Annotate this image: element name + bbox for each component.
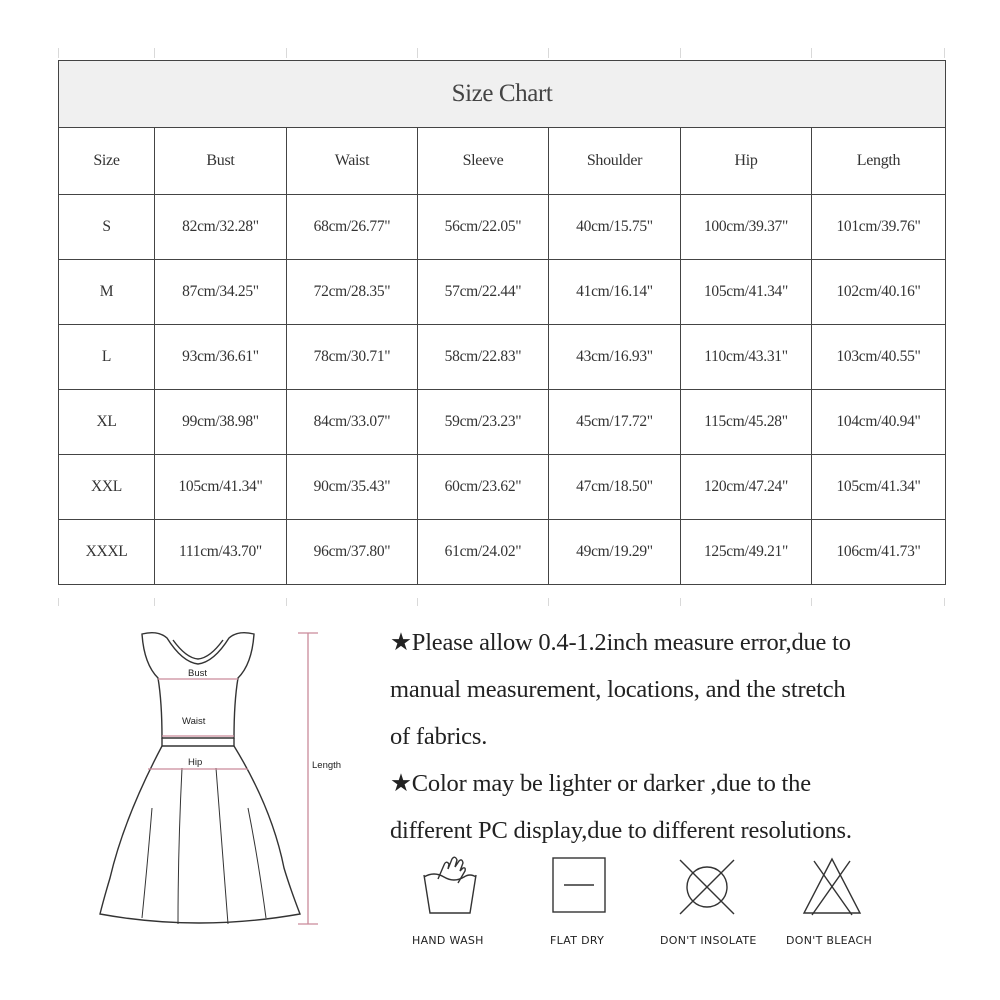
table-cell: 102cm/40.16" xyxy=(812,260,946,325)
guide-tick xyxy=(811,48,812,58)
table-row xyxy=(59,325,946,390)
table-cell: 101cm/39.76" xyxy=(812,195,946,260)
note-line: of fabrics. xyxy=(390,723,488,750)
table-cell: 72cm/28.35" xyxy=(287,260,418,325)
table-cell: 96cm/37.80" xyxy=(287,520,418,585)
guide-tick xyxy=(680,598,681,606)
table-row xyxy=(59,195,946,260)
measurement-notes xyxy=(390,619,990,854)
flat-dry-icon xyxy=(550,855,608,915)
table-cell: 93cm/36.61" xyxy=(155,325,287,390)
column-header-bust: Bust xyxy=(155,128,287,195)
table-cell: 111cm/43.70" xyxy=(155,520,287,585)
table-cell: 56cm/22.05" xyxy=(418,195,549,260)
guide-tick xyxy=(286,598,287,606)
column-header-sleeve: Sleeve xyxy=(418,128,549,195)
column-header-length: Length xyxy=(812,128,946,195)
dont-insolate-label: DON'T INSOLATE xyxy=(660,934,757,947)
table-cell: 58cm/22.83" xyxy=(418,325,549,390)
column-header-size: Size xyxy=(59,128,155,195)
note-line: ★Color may be lighter or darker ,due to the xyxy=(390,770,811,797)
table-cell: 45cm/17.72" xyxy=(549,390,681,455)
guide-tick xyxy=(811,598,812,606)
size-chart-table xyxy=(58,60,946,585)
table-cell: 78cm/30.71" xyxy=(287,325,418,390)
flat-dry-label: FLAT DRY xyxy=(550,934,605,947)
dont-bleach-label: DON'T BLEACH xyxy=(786,934,873,947)
hip-label: Hip xyxy=(188,757,203,768)
dress-measurement-diagram xyxy=(78,628,368,928)
table-cell: 47cm/18.50" xyxy=(549,455,681,520)
column-header-shoulder: Shoulder xyxy=(549,128,681,195)
guide-tick xyxy=(154,598,155,606)
column-header-waist: Waist xyxy=(287,128,418,195)
bust-label: Bust xyxy=(188,668,208,679)
guide-tick xyxy=(944,598,945,606)
guide-tick xyxy=(417,598,418,606)
table-cell: 49cm/19.29" xyxy=(549,520,681,585)
table-cell: L xyxy=(59,325,155,390)
guide-tick xyxy=(548,598,549,606)
guide-tick xyxy=(58,48,59,58)
table-cell: 105cm/41.34" xyxy=(812,455,946,520)
guide-tick xyxy=(680,48,681,58)
table-cell: 105cm/41.34" xyxy=(681,260,812,325)
table-cell: 59cm/23.23" xyxy=(418,390,549,455)
table-row xyxy=(59,520,946,585)
table-cell: 40cm/15.75" xyxy=(549,195,681,260)
table-cell: 82cm/32.28" xyxy=(155,195,287,260)
note-line: manual measurement, locations, and the stretch xyxy=(390,676,846,703)
table-cell: 125cm/49.21" xyxy=(681,520,812,585)
table-cell: 90cm/35.43" xyxy=(287,455,418,520)
measurement-lines xyxy=(148,633,318,924)
guide-tick xyxy=(417,48,418,58)
guide-tick xyxy=(944,48,945,58)
table-cell: 60cm/23.62" xyxy=(418,455,549,520)
note-line: different PC display,due to different resolutions. xyxy=(390,817,852,844)
guide-tick xyxy=(58,598,59,606)
hand-wash-icon xyxy=(418,855,482,919)
guide-tick xyxy=(286,48,287,58)
table-cell: 87cm/34.25" xyxy=(155,260,287,325)
table-header-row xyxy=(59,128,946,195)
table-cell: 41cm/16.14" xyxy=(549,260,681,325)
length-label: Length xyxy=(312,760,342,771)
table-cell: 115cm/45.28" xyxy=(681,390,812,455)
table-cell: 100cm/39.37" xyxy=(681,195,812,260)
guide-tick xyxy=(548,48,549,58)
table-cell: S xyxy=(59,195,155,260)
table-cell: XXL xyxy=(59,455,155,520)
table-cell: 68cm/26.77" xyxy=(287,195,418,260)
table-cell: 99cm/38.98" xyxy=(155,390,287,455)
table-title-row xyxy=(59,61,946,128)
guide-tick xyxy=(154,48,155,58)
table-row xyxy=(59,260,946,325)
note-line: ★Please allow 0.4-1.2inch measure error,due to xyxy=(390,629,851,656)
table-cell: M xyxy=(59,260,155,325)
table-row xyxy=(59,455,946,520)
table-cell: 57cm/22.44" xyxy=(418,260,549,325)
table-cell: XXXL xyxy=(59,520,155,585)
table-cell: 61cm/24.02" xyxy=(418,520,549,585)
waist-label: Waist xyxy=(182,716,206,727)
table-cell: 104cm/40.94" xyxy=(812,390,946,455)
table-title: Size Chart xyxy=(59,61,946,128)
table-cell: 110cm/43.31" xyxy=(681,325,812,390)
column-header-hip: Hip xyxy=(681,128,812,195)
dont-bleach-icon xyxy=(800,855,864,919)
table-cell: 43cm/16.93" xyxy=(549,325,681,390)
hand-wash-label: HAND WASH xyxy=(412,934,484,947)
table-cell: XL xyxy=(59,390,155,455)
dont-insolate-icon xyxy=(675,855,739,919)
table-cell: 103cm/40.55" xyxy=(812,325,946,390)
table-cell: 106cm/41.73" xyxy=(812,520,946,585)
table-cell: 120cm/47.24" xyxy=(681,455,812,520)
table-cell: 84cm/33.07" xyxy=(287,390,418,455)
table-row xyxy=(59,390,946,455)
table-cell: 105cm/41.34" xyxy=(155,455,287,520)
